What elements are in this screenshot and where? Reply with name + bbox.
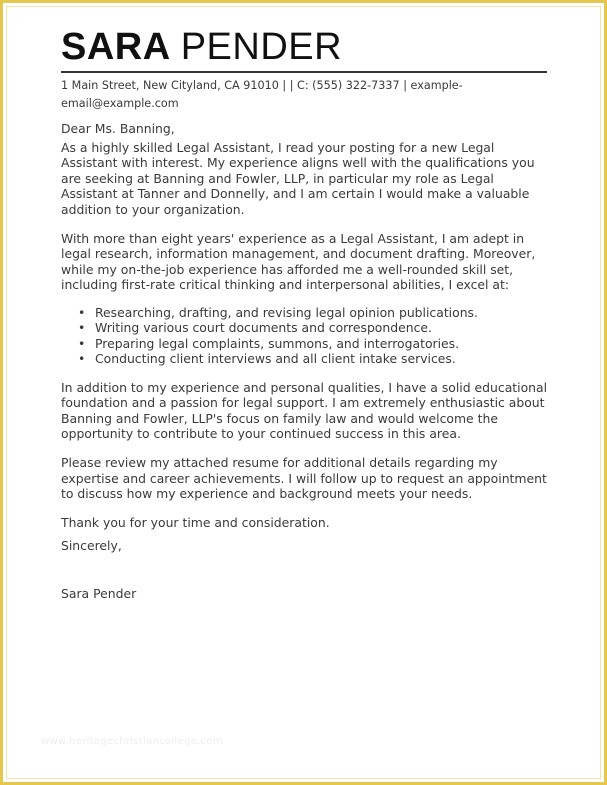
- bullet-icon: •: [78, 335, 86, 351]
- list-item: [78, 351, 551, 366]
- letter-content: [61, 25, 551, 602]
- list-item-text: Researching, drafting, and revising legal opinion publications.: [95, 304, 478, 320]
- list-item-text: Preparing legal complaints, summons, and interrogatories.: [95, 335, 460, 351]
- salutation: Dear Ms. Banning,: [61, 121, 175, 136]
- applicant-name: [61, 25, 551, 69]
- list-item: [78, 336, 551, 351]
- signature: Sara Pender: [61, 585, 137, 601]
- watermark: www.heritagechristiancollege.com: [41, 736, 223, 747]
- last-name: PENDER: [180, 26, 343, 68]
- bullet-icon: •: [78, 304, 86, 320]
- skills-list: [61, 305, 551, 367]
- thanks-line: Thank you for your time and consideration.: [61, 514, 330, 530]
- contact-line: 1 Main Street, New Cityland, CA 91010 | | C: (555) 322-7337 | example-email@example.com: [61, 79, 463, 110]
- bullet-icon: •: [78, 351, 86, 367]
- list-item: [78, 305, 551, 320]
- list-item-text: Conducting client interviews and all client intake services.: [95, 351, 456, 367]
- list-item: [78, 320, 551, 335]
- header-rule: [61, 71, 547, 73]
- bullet-icon: •: [78, 320, 86, 336]
- first-name: SARA: [61, 26, 171, 68]
- paragraph-2: With more than eight years' experience as a Legal Assistant, I am adept in legal research, information management, and document drafting. Moreover, while my on-the-job experience has afforded me a well-rounded skill set, including first-rate critical thinking and interpersonal abilities, I excel at:: [61, 230, 536, 293]
- paragraph-3: In addition to my experience and personal qualities, I have a solid educational foundation and a passion for legal support. I am extremely enthusiastic about Banning and Fowler, LLP's focus on family law and would welcome the opportunity to contribute to your continued success in this area.: [61, 379, 548, 442]
- list-item-text: Writing various court documents and correspondence.: [95, 320, 432, 336]
- closing: Sincerely,: [61, 538, 122, 554]
- paragraph-1: As a highly skilled Legal Assistant, I read your posting for a new Legal Assistant with interest. My experience aligns well with the qualifications you are seeking at Banning and Fowler, LLP, in particular my role as Legal Assistant at Tanner and Donnelly, and I am certain I would make a valuable addition to your organization.: [61, 139, 535, 217]
- paragraph-4: Please review my attached resume for additional details regarding my expertise and career achievements. I will follow up to request an appointment to discuss how my experience and background meets your needs.: [61, 454, 547, 502]
